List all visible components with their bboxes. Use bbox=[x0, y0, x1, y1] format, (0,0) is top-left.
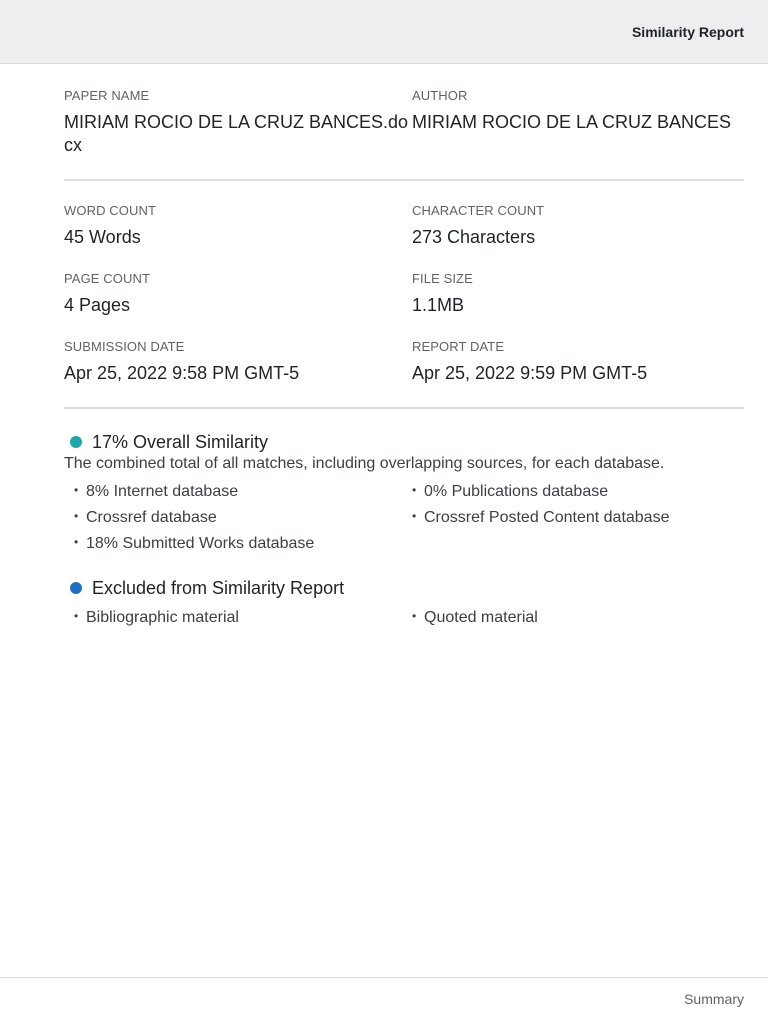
file-size-value: 1.1MB bbox=[412, 295, 465, 315]
divider-2 bbox=[64, 407, 744, 409]
list-item bbox=[64, 483, 238, 501]
overall-similarity-heading bbox=[70, 431, 268, 453]
similarity-status-dot-icon bbox=[70, 436, 82, 448]
list-item-label: Bibliographic material bbox=[86, 609, 239, 626]
bullet-icon: • bbox=[412, 609, 417, 623]
bullet-icon: • bbox=[74, 609, 79, 623]
character-count-label: CHARACTER COUNT bbox=[412, 203, 545, 218]
submission-date-label: SUBMISSION DATE bbox=[64, 339, 185, 354]
bullet-icon: • bbox=[74, 483, 79, 497]
submission-date-value: Apr 25, 2022 9:58 PM GMT-5 bbox=[64, 363, 300, 383]
author-value: MIRIAM ROCIO DE LA CRUZ BANCES bbox=[412, 112, 732, 132]
excluded-heading bbox=[70, 577, 344, 599]
page-count-label: PAGE COUNT bbox=[64, 271, 150, 286]
bullet-icon: • bbox=[74, 535, 79, 549]
report-date-label: REPORT DATE bbox=[412, 339, 505, 354]
list-item bbox=[402, 609, 538, 627]
file-size-label: FILE SIZE bbox=[412, 271, 473, 286]
list-item bbox=[402, 509, 669, 527]
list-item bbox=[402, 483, 608, 501]
page-count-value: 4 Pages bbox=[64, 295, 131, 315]
list-item-label: 18% Submitted Works database bbox=[86, 535, 315, 552]
excluded-heading-text: Excluded from Similarity Report bbox=[92, 577, 345, 598]
bullet-icon: • bbox=[412, 483, 417, 497]
bullet-icon: • bbox=[74, 509, 79, 523]
paper-name-value bbox=[64, 111, 408, 157]
list-item-label: 0% Publications database bbox=[424, 483, 609, 500]
paper-name-line-2: cx bbox=[64, 135, 82, 155]
footer-summary-label: Summary bbox=[684, 991, 744, 1007]
list-item-label: 8% Internet database bbox=[86, 483, 239, 500]
similarity-description: The combined total of all matches, including overlapping sources, for each database. bbox=[64, 455, 665, 472]
report-date-value: Apr 25, 2022 9:59 PM GMT-5 bbox=[412, 363, 648, 383]
report-header-bar bbox=[0, 0, 768, 64]
list-item-label: Crossref Posted Content database bbox=[424, 509, 670, 526]
report-title: Similarity Report bbox=[631, 24, 744, 40]
paper-name-label: PAPER NAME bbox=[64, 88, 150, 103]
bullet-icon: • bbox=[412, 509, 417, 523]
overall-similarity-text: 17% Overall Similarity bbox=[92, 431, 269, 452]
list-item bbox=[64, 509, 217, 527]
footer-divider bbox=[0, 977, 768, 978]
word-count-value: 45 Words bbox=[64, 227, 141, 247]
excluded-status-dot-icon bbox=[70, 582, 82, 594]
character-count-value: 273 Characters bbox=[412, 227, 536, 247]
list-item bbox=[64, 535, 314, 553]
divider-1 bbox=[64, 179, 744, 181]
paper-name-line-1: MIRIAM ROCIO DE LA CRUZ BANCES.do bbox=[64, 112, 409, 132]
list-item-label: Quoted material bbox=[424, 609, 538, 626]
list-item bbox=[64, 609, 239, 627]
author-label: AUTHOR bbox=[412, 88, 468, 103]
word-count-label: WORD COUNT bbox=[64, 203, 156, 218]
list-item-label: Crossref database bbox=[86, 509, 217, 526]
